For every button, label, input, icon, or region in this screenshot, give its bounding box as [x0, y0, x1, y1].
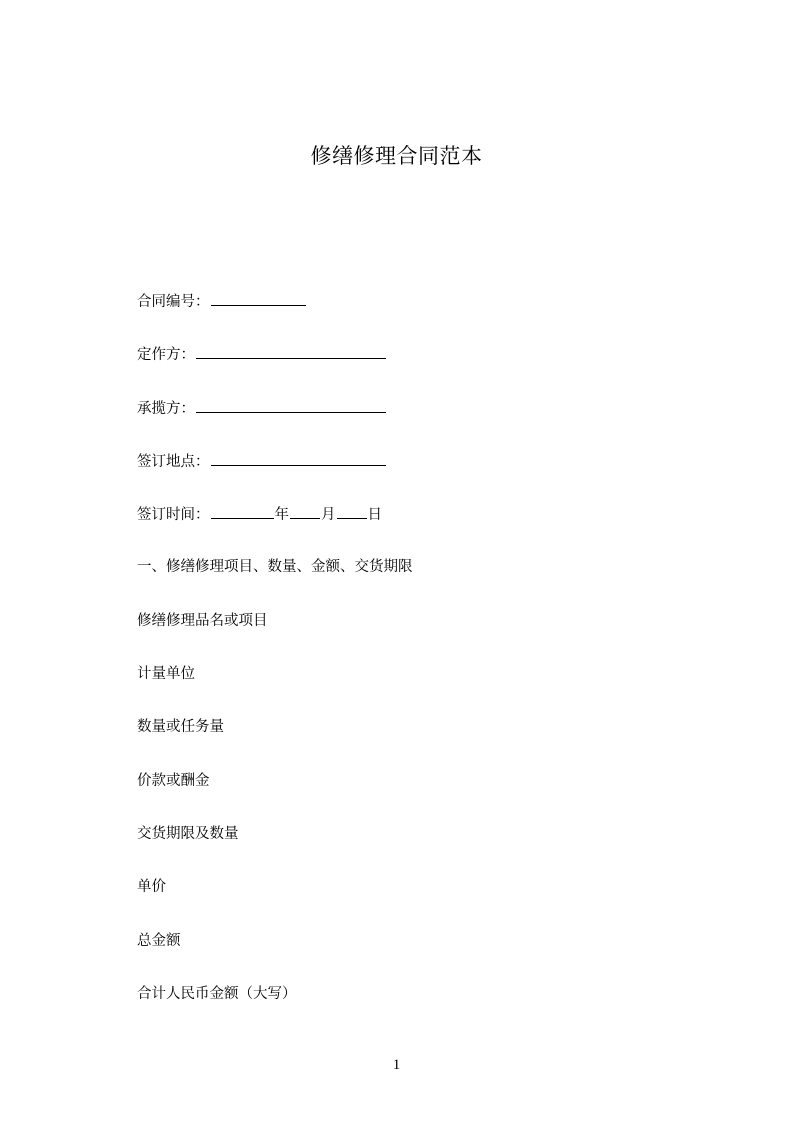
contractor-line: [137, 398, 387, 419]
contractor-label: 承揽方：: [137, 401, 195, 417]
contract-number-label: 合同编号：: [137, 294, 210, 310]
contract-number-blank: [211, 291, 306, 306]
day-label: 日: [367, 507, 382, 523]
item-name-or-project: 修缮修理品名或项目: [137, 613, 268, 629]
item-total-rmb-uppercase: 合计人民币金额（大写）: [137, 986, 297, 1002]
item-unit: 计量单位: [137, 666, 195, 682]
item-delivery-period: 交货期限及数量: [137, 826, 239, 842]
signing-place-line: [137, 451, 387, 472]
contractor-blank: [196, 398, 386, 413]
signing-place-blank: [211, 451, 386, 466]
item-unit-price: 单价: [137, 879, 166, 895]
orderer-label: 定作方：: [137, 347, 195, 363]
item-total-amount: 总金额: [137, 933, 181, 949]
year-label: 年: [274, 507, 289, 523]
signing-time-line: [137, 504, 382, 525]
item-quantity: 数量或任务量: [137, 719, 224, 735]
document-title: 修缮修理合同范本: [310, 144, 483, 168]
day-blank: [337, 504, 367, 519]
month-blank: [290, 504, 320, 519]
contract-number-line: [137, 291, 307, 312]
section-one-heading: 一、修缮修理项目、数量、金额、交货期限: [137, 559, 413, 575]
page-number: 1: [392, 1057, 401, 1073]
month-label: 月: [321, 507, 336, 523]
orderer-blank: [196, 344, 386, 359]
year-blank: [211, 504, 274, 519]
orderer-line: [137, 344, 387, 365]
item-price: 价款或酬金: [137, 773, 210, 789]
signing-place-label: 签订地点：: [137, 454, 210, 470]
signing-time-label: 签订时间：: [137, 507, 210, 523]
